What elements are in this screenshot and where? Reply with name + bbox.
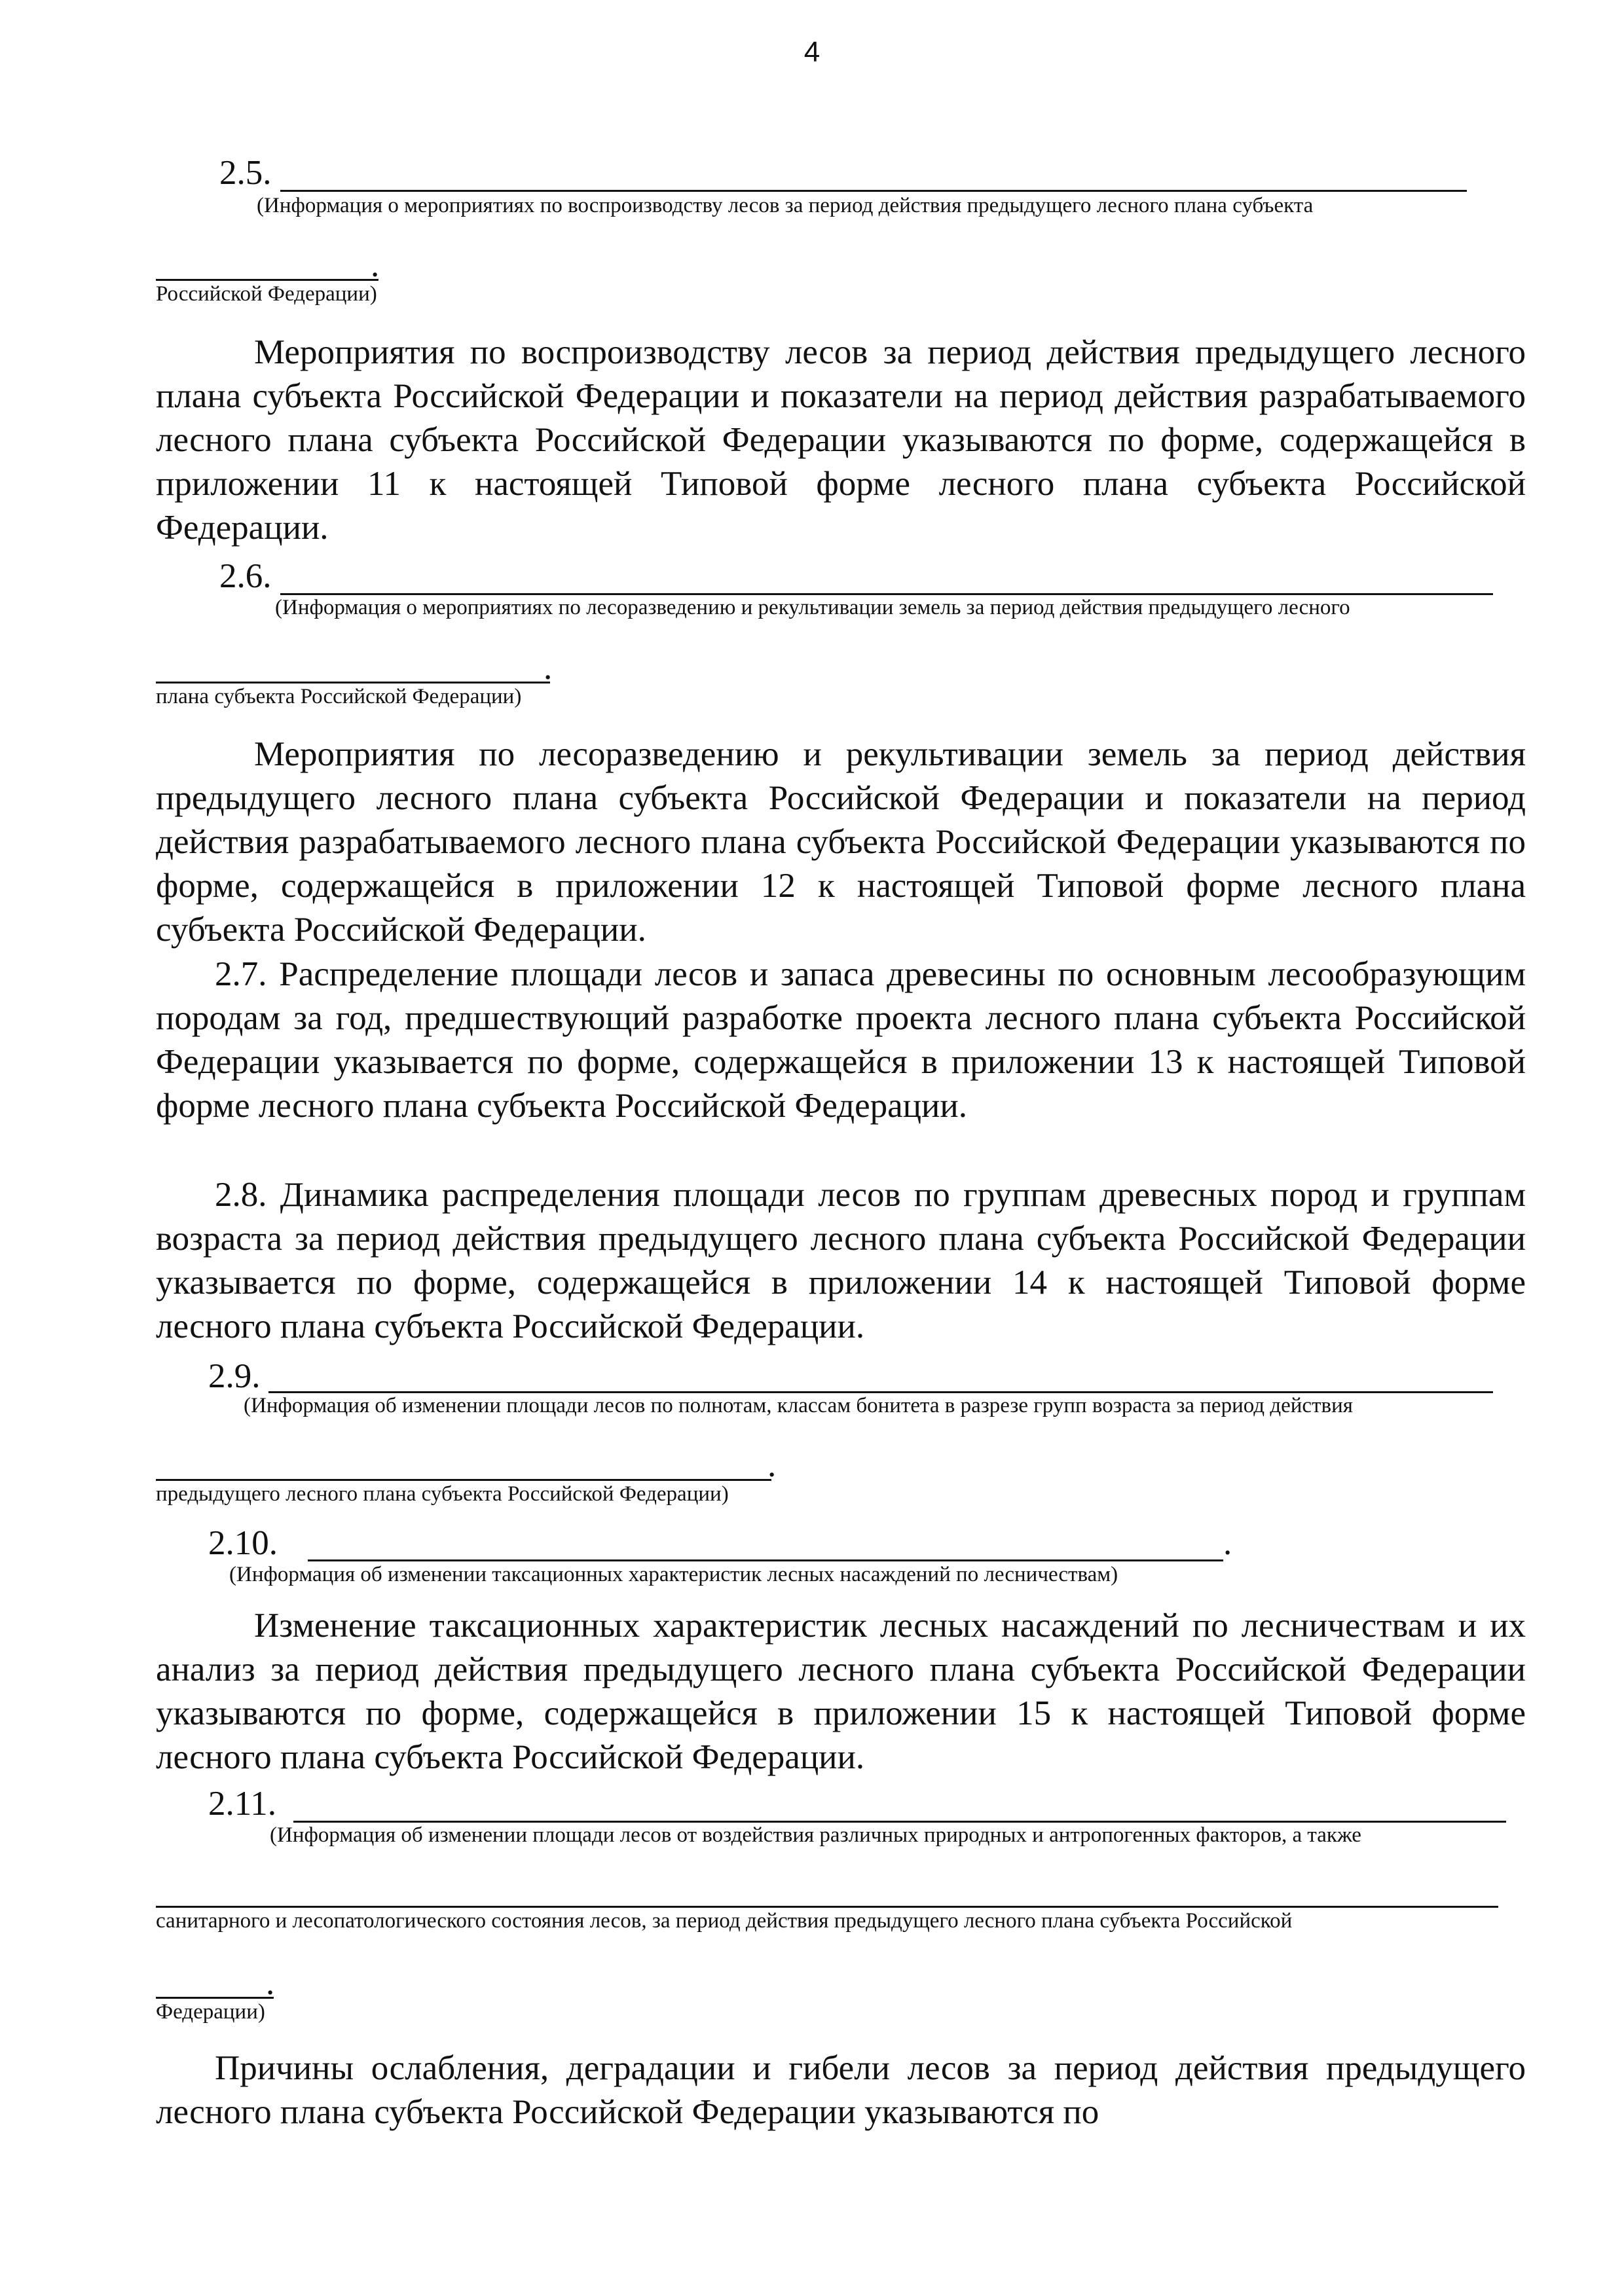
field-caption: (Информация об изменении площади лесов от воздействия различных природных и антропогенных факторов, а также [270,1823,1361,1847]
field-caption: Российской Федерации) [156,282,377,306]
field-caption: (Информация об изменении площади лесов по полнотам, классам бонитета в разрезе групп возраста за период действия [244,1394,1353,1417]
paragraph-2-6: Мероприятия по лесоразведению и рекультивации земель за период действия предыдущего лесного плана субъекта Российской Федерации и показатели на период действия разрабатываемого лесного плана субъекта Российской Федерации указываются по форме, содержащейся в приложении 12 к настоящей Типовой форме лесного плана субъекта Российской Федерации. [156,735,1526,949]
section-number: 2.9. [208,1357,261,1395]
field-caption: плана субъекта Российской Федерации) [156,685,522,708]
field-caption: (Информация о мероприятиях по лесоразведению и рекультивации земель за период действия предыдущего лесного [275,596,1350,619]
paragraph-2-5: Мероприятия по воспроизводству лесов за период действия предыдущего лесного плана субъекта Российской Федерации и показатели на период действия разрабатываемого лесного плана субъекта Российской Федерации указываются по форме, содержащейся в приложении 11 к настоящей Типовой форме лесного плана субъекта Российской Федерации. [156,333,1526,547]
section-number: 2.10. [208,1524,278,1562]
end-mark: . [371,246,380,284]
paragraph-2-8: 2.8. Динамика распределения площади лесов по группам древесных пород и группам возраста за период действия предыдущего лесного плана субъекта Российской Федерации указывается по форме, содержащейся в приложении 14 к настоящей Типовой форме лесного плана субъекта Российской Федерации. [156,1176,1526,1345]
page-number: 4 [803,36,821,68]
end-mark: . [544,649,553,687]
field-caption: предыдущего лесного плана субъекта Российской Федерации) [156,1482,729,1506]
section-number: 2.6. [219,557,272,595]
field-caption: Федерации) [156,2000,265,2024]
end-mark: . [266,1964,275,2002]
paragraph-2-11: Причины ослабления, деградации и гибели лесов за период действия предыдущего лесного плана субъекта Российской Федерации указываются по [156,2049,1526,2131]
paragraph-2-10: Изменение таксационных характеристик лесных насаждений по лесничествам и их анализ за период действия предыдущего лесного плана субъекта Российской Федерации указываются по форме, содержащейся в приложении 15 к настоящей Типовой форме лесного плана субъекта Российской Федерации. [156,1607,1526,1776]
field-caption: (Информация об изменении таксационных характеристик лесных насаждений по лесничествам) [229,1563,1118,1586]
end-mark: . [1223,1524,1232,1562]
field-caption: (Информация о мероприятиях по воспроизводству лесов за период действия предыдущего лесного плана субъекта [257,194,1314,217]
field-caption: санитарного и лесопатологического состояния лесов, за период действия предыдущего лесного плана субъекта Российской [156,1909,1293,1933]
end-mark: . [767,1446,777,1484]
section-number: 2.11. [208,1785,277,1823]
section-number: 2.5. [219,154,272,192]
paragraph-2-7: 2.7. Распределение площади лесов и запаса древесины по основным лесообразующим породам за год, предшествующий разработке проекта лесного плана субъекта Российской Федерации указывается по форме, содержащейся в приложении 13 к настоящей Типовой форме лесного плана субъекта Российской Федерации. [156,955,1526,1125]
